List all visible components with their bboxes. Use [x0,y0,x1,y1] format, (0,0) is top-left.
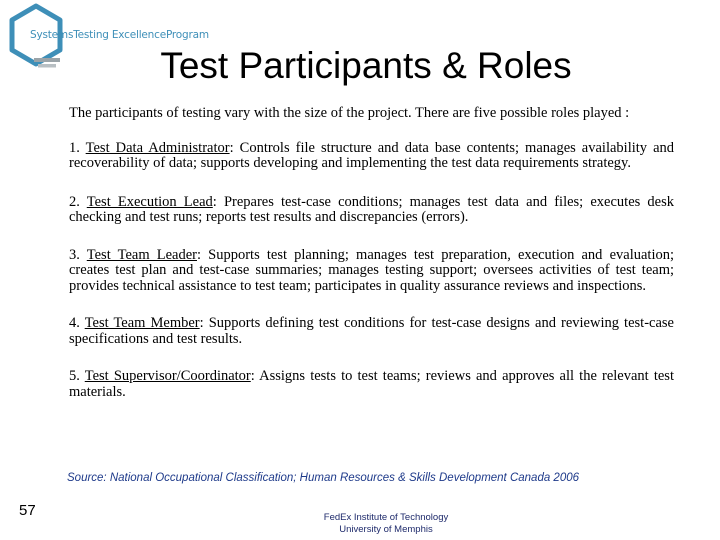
role-name: Test Execution Lead [86,193,213,210]
roles-content [69,106,674,400]
role-item-test-team-leader [69,248,674,295]
footer [280,512,492,536]
role-number: 3. [69,246,80,263]
role-item-test-data-administrator [69,141,674,172]
role-description: : Supports test planning; manages test preparation, execution and evaluation; creates test plan and test-case summaries; manages testing support; oversees activities of test team; provides technical assistance to test team; participates in quality assurance reviews and inspections. [69,246,674,294]
role-number: 4. [69,315,80,331]
role-description: : Prepares test-case conditions; manages test data and files; executes desk checking and test runs; reports test results and discrepancies (errors). [69,193,674,225]
role-description: : Supports defining test conditions for test-case designs and reviewing test-case specifications and test results. [69,315,674,347]
footer-institute: FedEx Institute of Technology [323,512,449,523]
role-name: Test Supervisor/Coordinator [84,368,251,384]
role-item-test-team-member [69,316,674,347]
role-name: Test Data Administrator [85,139,230,156]
page-title: Test Participants & Roles [160,45,572,86]
role-description: : Controls file structure and data base contents; manages availability and recoverability of data; supports developing and implementing the test data requirements strategy. [69,139,675,171]
logo-text: SystemsTesting ExcellenceProgram [30,29,209,41]
role-number: 5. [69,368,80,384]
source-citation: Source: National Occupational Classification; Human Resources & Skills Development Canada 2006 [67,472,580,484]
page-number: 57 [19,502,36,519]
role-number: 1. [69,139,80,156]
role-description: : Assigns tests to test teams; reviews and approves all the relevant test materials. [69,368,674,400]
role-item-test-supervisor-coordinator [69,369,674,400]
role-item-test-execution-lead [69,195,674,226]
role-name: Test Team Leader [86,246,197,263]
role-name: Test Team Member [84,315,200,331]
intro-text: The participants of testing vary with the size of the project. There are five possible roles played : [69,105,630,121]
role-number: 2. [69,193,80,210]
footer-university: University of Memphis [339,524,433,535]
